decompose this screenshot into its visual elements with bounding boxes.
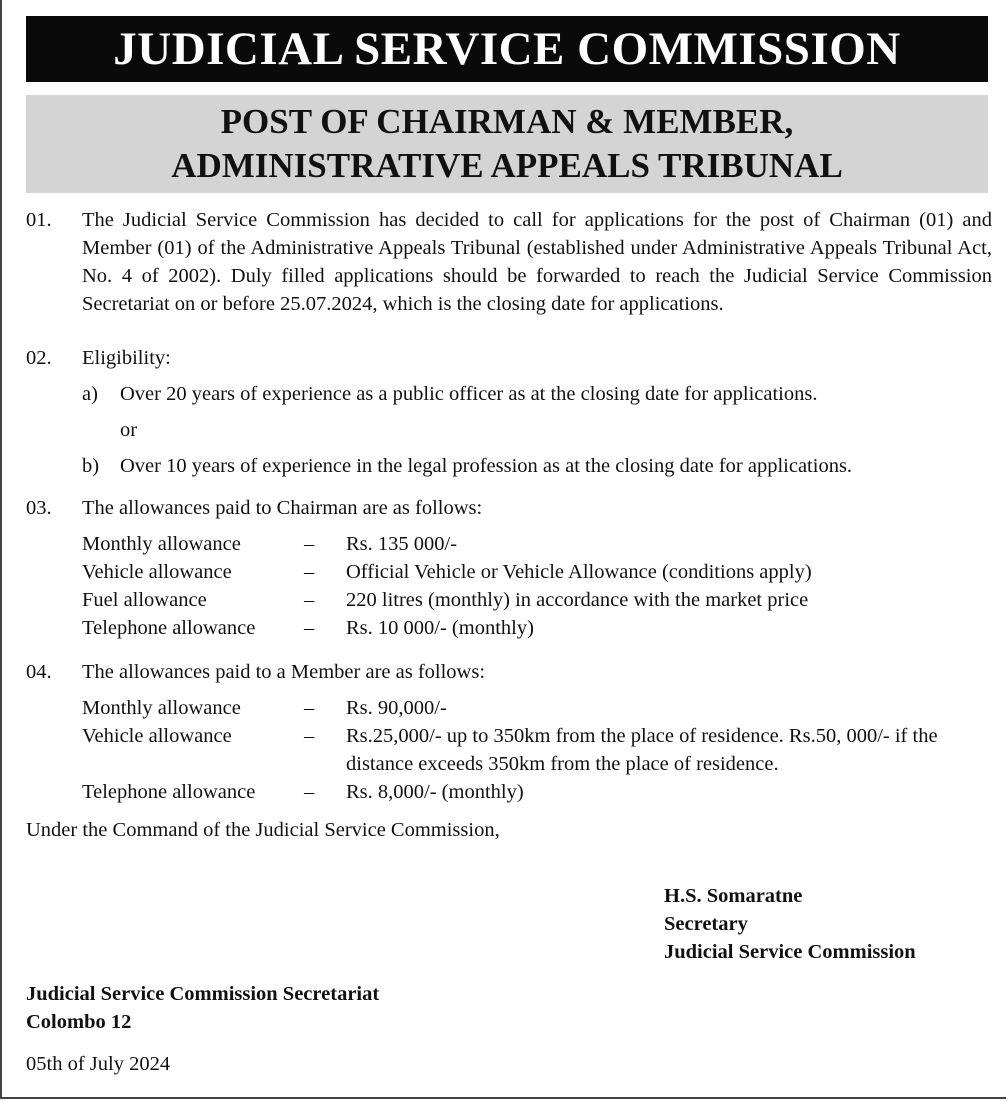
signatory-title: Secretary bbox=[664, 913, 748, 935]
allowance-label: Telephone allowance bbox=[82, 617, 256, 639]
address-block bbox=[26, 980, 379, 1036]
item-label: a) bbox=[82, 383, 98, 405]
title-text: JUDICIAL SERVICE COMMISSION bbox=[113, 23, 901, 75]
section-number: 01. bbox=[26, 209, 52, 231]
dash: – bbox=[304, 589, 315, 611]
allowance-value: Rs. 135 000/- bbox=[346, 533, 458, 555]
item-text: Over 20 years of experience as a public officer as at the closing date for applications. bbox=[120, 383, 818, 405]
table-row bbox=[82, 586, 812, 614]
allowance-value: Rs. 10 000/- (monthly) bbox=[346, 617, 534, 639]
allowance-label: Telephone allowance bbox=[82, 781, 256, 803]
allowance-label: Monthly allowance bbox=[82, 697, 241, 719]
notice-date: 05th of July 2024 bbox=[26, 1053, 171, 1075]
section-number: 02. bbox=[26, 347, 52, 369]
table-row bbox=[82, 694, 992, 722]
address-line-2: Colombo 12 bbox=[26, 1011, 132, 1033]
allowance-label: Vehicle allowance bbox=[82, 561, 232, 583]
allowance-value: Rs. 90,000/- bbox=[346, 697, 447, 719]
notice-body bbox=[26, 206, 992, 844]
dash: – bbox=[304, 697, 315, 719]
member-allowances-heading: The allowances paid to a Member are as follows: bbox=[82, 661, 486, 683]
section-04 bbox=[26, 658, 992, 806]
section-03 bbox=[26, 494, 992, 642]
eligibility-item-a bbox=[82, 380, 992, 408]
subtitle-line-1: POST OF CHAIRMAN & MEMBER, bbox=[220, 102, 794, 141]
table-row bbox=[82, 778, 992, 806]
dash: – bbox=[304, 781, 315, 803]
eligibility-item-b bbox=[82, 452, 992, 480]
closing-line: Under the Command of the Judicial Service Commission, bbox=[26, 819, 500, 841]
page-title bbox=[26, 16, 988, 82]
allowance-value: Rs. 8,000/- (monthly) bbox=[346, 781, 524, 803]
eligibility-heading: Eligibility: bbox=[82, 347, 171, 369]
section-number: 04. bbox=[26, 661, 52, 683]
signatory-name: H.S. Somaratne bbox=[664, 885, 803, 907]
item-label: b) bbox=[82, 455, 100, 477]
dash: – bbox=[304, 617, 315, 639]
section-02 bbox=[26, 344, 992, 480]
allowance-value: Official Vehicle or Vehicle Allowance (conditions apply) bbox=[346, 561, 812, 583]
section-01-text: The Judicial Service Commission has decided to call for applications for the post of Chairman (01) and Member (01) of the Administrative Appeals Tribunal (established under Administrative Appeals Tribunal Act, No. 4 of 2002). Duly filled applications should be forwarded to reach the Judicial Service Commission Secretariat on or before 25.07.2024, which is the closing date for applications. bbox=[82, 209, 992, 315]
subtitle-banner bbox=[26, 95, 988, 193]
section-number: 03. bbox=[26, 497, 52, 519]
address-line-1: Judicial Service Commission Secretariat bbox=[26, 983, 380, 1005]
table-row bbox=[82, 722, 992, 778]
table-row bbox=[82, 530, 812, 558]
or-separator: or bbox=[120, 419, 138, 441]
member-allowances-table bbox=[82, 694, 992, 806]
allowance-value: 220 litres (monthly) in accordance with the market price bbox=[346, 589, 809, 611]
dash: – bbox=[304, 533, 315, 555]
dash: – bbox=[304, 561, 315, 583]
allowance-label: Fuel allowance bbox=[82, 589, 207, 611]
dash: – bbox=[304, 725, 315, 747]
signature-block bbox=[664, 882, 916, 966]
table-row bbox=[82, 558, 812, 586]
allowance-label: Monthly allowance bbox=[82, 533, 241, 555]
item-text: Over 10 years of experience in the legal profession as at the closing date for applications. bbox=[120, 455, 853, 477]
section-01 bbox=[26, 206, 992, 318]
table-row bbox=[82, 614, 812, 642]
subtitle-line-2: ADMINISTRATIVE APPEALS TRIBUNAL bbox=[171, 146, 843, 185]
chairman-allowances-heading: The allowances paid to Chairman are as follows: bbox=[82, 497, 483, 519]
allowance-value: Rs.25,000/- up to 350km from the place of residence. Rs.50, 000/- if the distance exceeds 350km from the place of residence. bbox=[346, 725, 938, 775]
allowance-label: Vehicle allowance bbox=[82, 725, 232, 747]
chairman-allowances-table bbox=[82, 530, 812, 642]
signatory-org: Judicial Service Commission bbox=[664, 941, 916, 963]
